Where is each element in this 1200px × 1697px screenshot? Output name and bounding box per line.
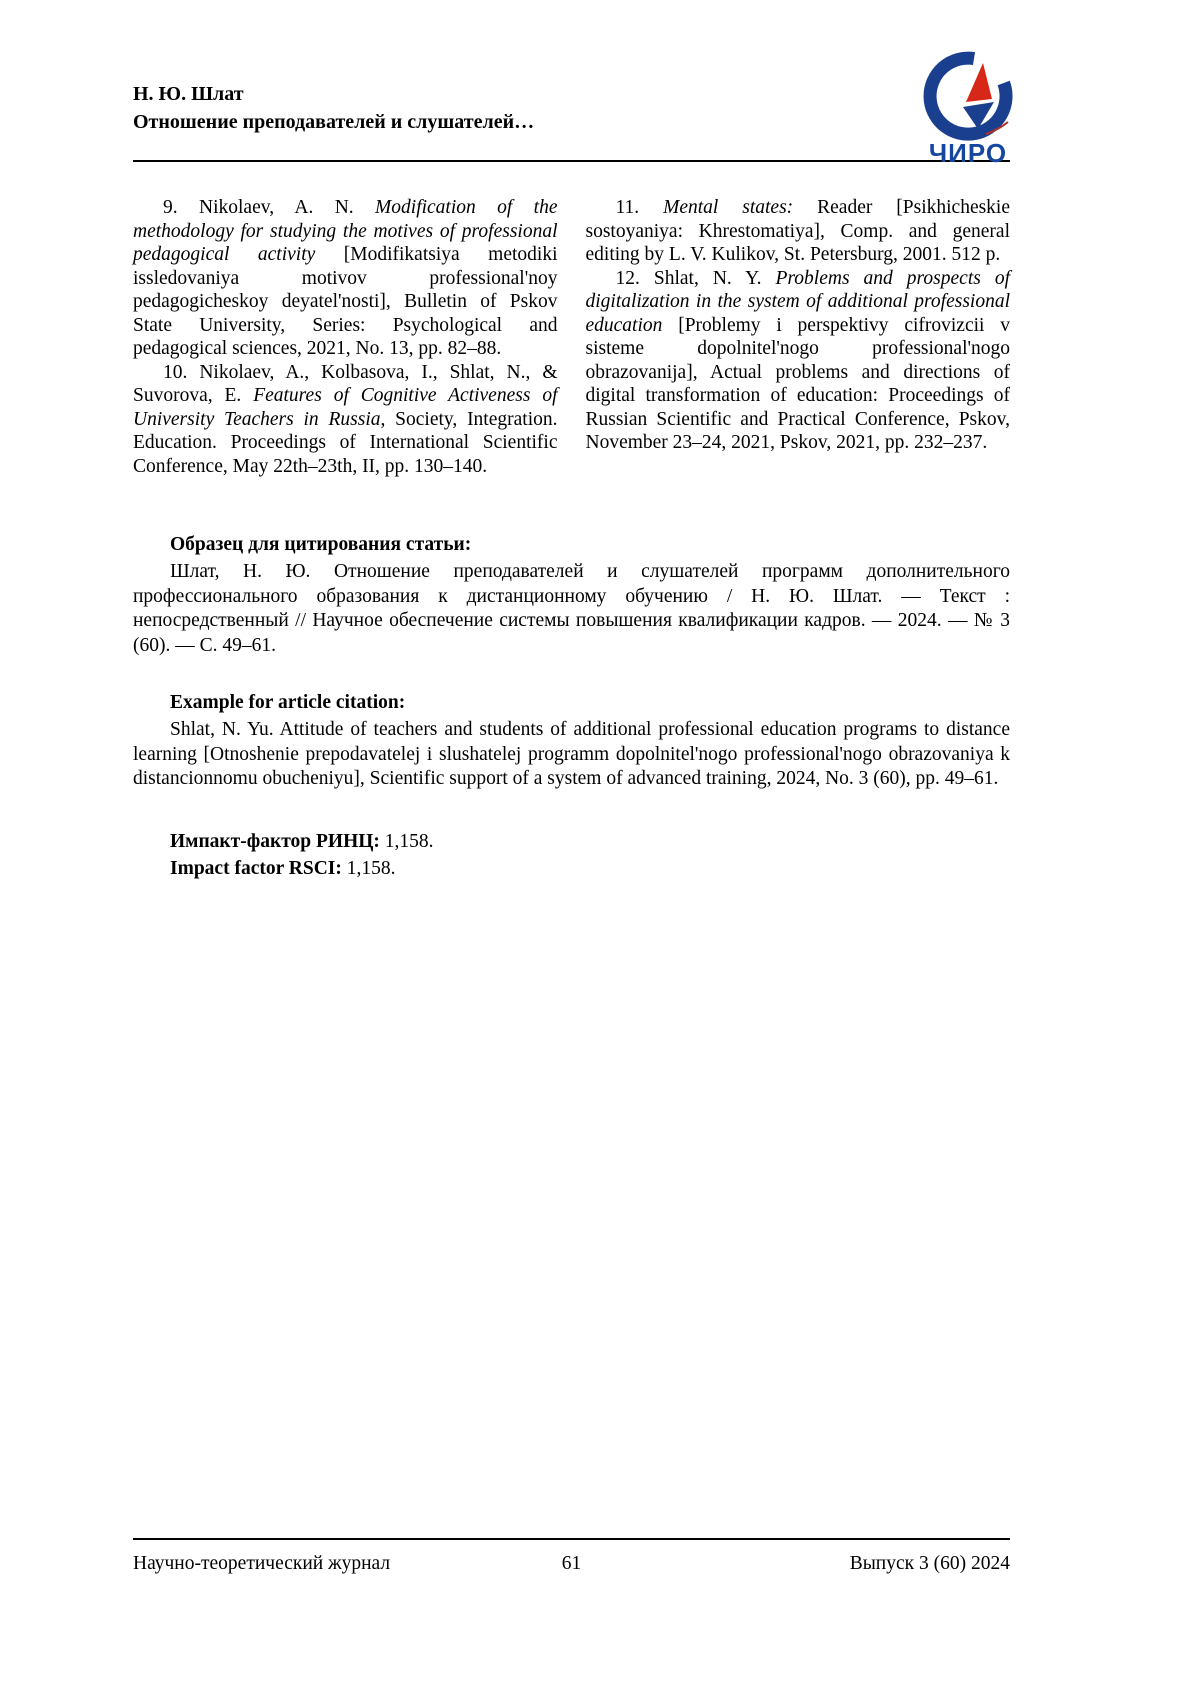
reference-12-title: Problems and prospects of digitalization in the system of additional professional education (585, 267, 1010, 336)
journal-logo (912, 50, 1024, 169)
page-header (133, 80, 1010, 168)
reference-12-post: [Problemy i perspektivy cifrovizcii v sisteme dopolnitel'nogo professional'nogo obrazovanija], Actual problems and directions of digital transformation of education: Proceedings of Russian Scientific and Practical Conference, Pskov, November 23–24, 2021, Pskov, 2021, pp. 232–237. (585, 314, 1010, 453)
footer-journal-type: Научно-теоретический журнал (133, 1553, 391, 1574)
logo-sail-red (966, 63, 992, 102)
reference-11-post: Reader [Psikhicheskie sostoyaniya: Khrestomatiya], Comp. and general editing by L. V. Kulikov, St. Petersburg, 2001. 512 p. (585, 197, 1011, 265)
impact-factor-block (133, 828, 1010, 882)
footer-issue: Выпуск 3 (60) 2024 (849, 1553, 1010, 1574)
reference-10-title: Features of Cognitive Activeness of University Teachers in Russia (133, 385, 558, 430)
reference-9-post: [Modifikatsiya metodiki issledovaniya motivov professional'noy pedagogicheskoy deyatel'nosti], Bulletin of Pskov State University, Series: Psychological and pedagogical sciences, 2021, No. 13, pp. 82–88. (133, 244, 558, 359)
journal-logo-icon (922, 50, 1014, 142)
reference-item-10 (133, 361, 558, 479)
reference-10-pre: 10. Nikolaev, A., Kolbasova, I., Shlat, N., & Suvorova, E. (133, 361, 558, 406)
footer-rule (133, 1538, 1010, 1540)
impact-factor-en-value: 1,158. (346, 857, 396, 879)
impact-factor-en-label: Impact factor RSCI: (170, 857, 342, 879)
page-header-author: Н. Ю. Шлат (133, 83, 244, 105)
reference-11-title: Mental states: (663, 197, 794, 218)
reference-11-pre: 11. (615, 197, 664, 218)
impact-factor-ru-label: Импакт-фактор РИНЦ: (170, 830, 380, 852)
reference-column-left (133, 196, 558, 478)
impact-factor-ru (133, 828, 1010, 855)
reference-9-title: Modification of the methodology for studying the motives of professional pedagogical activity (133, 197, 558, 265)
reference-item-9 (133, 196, 558, 361)
reference-item-11 (586, 196, 1011, 267)
reference-columns (133, 196, 1010, 478)
footer-row (133, 1553, 1010, 1575)
impact-factor-ru-value: 1,158. (384, 830, 434, 852)
citation-en-text: Shlat, N. Yu. Attitude of teachers and students of additional professional education programs to distance learning [Otnoshenie prepodavatelej i slushatelej programm dopolnitel'nogo professional'nogo obrazovaniya k distancionnomu obucheniyu], Scientific support of a system of advanced training, 2024, No. 3 (60), pp. 49–61. (133, 719, 1010, 789)
citation-ru-heading: Образец для цитирования статьи: (170, 534, 472, 555)
impact-factor-en (133, 855, 1010, 882)
page-number: 61 (561, 1553, 582, 1574)
page-footer (133, 1538, 1010, 1575)
header-rule (133, 160, 1010, 162)
reference-9-pre: 9. Nikolaev, A. N. (163, 197, 376, 218)
citation-ru-text: Шлат, Н. Ю. Отношение преподавателей и слушателей программ дополнительного профессионального образования к дистанционному обучению / Н. Ю. Шлат. — Текст : непосредственный // Научное обеспечение системы повышения квалификации кадров. — 2024. — № 3 (60). — С. 49–61. (133, 561, 1010, 656)
reference-10-post: , Society, Integration. Education. Proceedings of International Scientific Conference, May 22th–23th, II, pp. 130–140. (133, 408, 558, 477)
reference-12-pre: 12. Shlat, N. Y. (615, 267, 776, 289)
logo-text: ЧИРО (928, 138, 1008, 168)
page-content (133, 0, 1010, 882)
page-header-running-title: Отношение преподавателей и слушателей… (133, 111, 535, 133)
reference-column-right (586, 196, 1011, 478)
reference-item-12 (586, 267, 1011, 455)
citation-en-heading: Example for article citation: (170, 692, 406, 713)
